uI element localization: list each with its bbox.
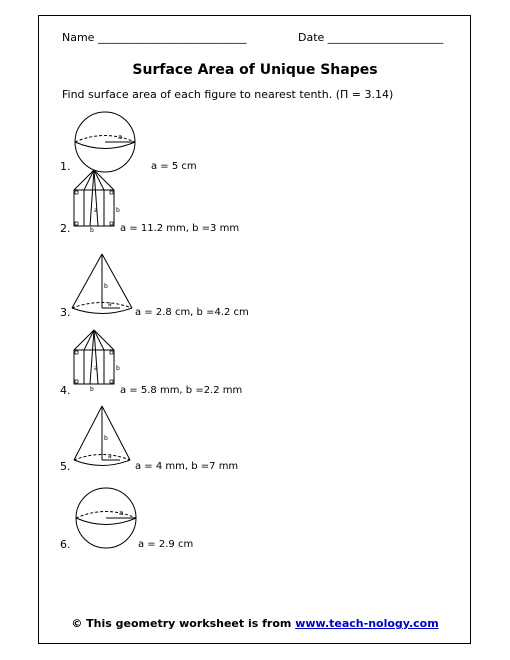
problem-values: a = 4 mm, b =7 mm [135,461,239,472]
radius-label-a: a [108,453,112,460]
sphere-figure-6 [74,487,140,551]
problem-values: a = 2.8 cm, b =4.2 cm [135,307,249,318]
cone-figure-5 [72,404,134,470]
problem-values: a = 5.8 mm, b =2.2 mm [120,385,243,396]
radius-label: a [118,133,123,141]
footer [0,617,510,630]
height-label-b: b [116,365,120,372]
problem-number: 6. [60,538,71,551]
problem-values: a = 2.9 cm [138,539,194,550]
base-label-b: b [90,386,94,393]
slant-label-b: b [104,435,108,442]
sphere-figure-1 [72,113,138,175]
problem-number: 3. [60,306,71,319]
problem-number: 4. [60,384,71,397]
height-label-b: b [116,207,120,214]
height-label-a: a [94,207,98,214]
problem-number: 2. [60,222,71,235]
problem-number: 1. [60,160,71,173]
date-field-label: Date _____________________ [298,31,444,44]
base-label-b: b [90,227,94,234]
page-title: Surface Area of Unique Shapes [132,62,378,78]
problem-values: a = 5 cm [151,161,197,172]
instructions: Find surface area of each figure to nearest tenth. (Π = 3.14) [62,88,394,101]
name-field-label: Name ___________________________ [62,31,247,44]
footer-text: © This geometry worksheet is from [71,617,296,630]
footer-link[interactable]: www.teach-nology.com [295,617,439,630]
problem-values: a = 11.2 mm, b =3 mm [120,223,240,234]
slant-label-b: b [104,283,108,290]
height-label-a: a [94,365,98,372]
radius-label-a: a [108,301,112,308]
problem-number: 5. [60,460,71,473]
radius-label: a [119,509,124,517]
cone-figure-3 [70,252,136,318]
